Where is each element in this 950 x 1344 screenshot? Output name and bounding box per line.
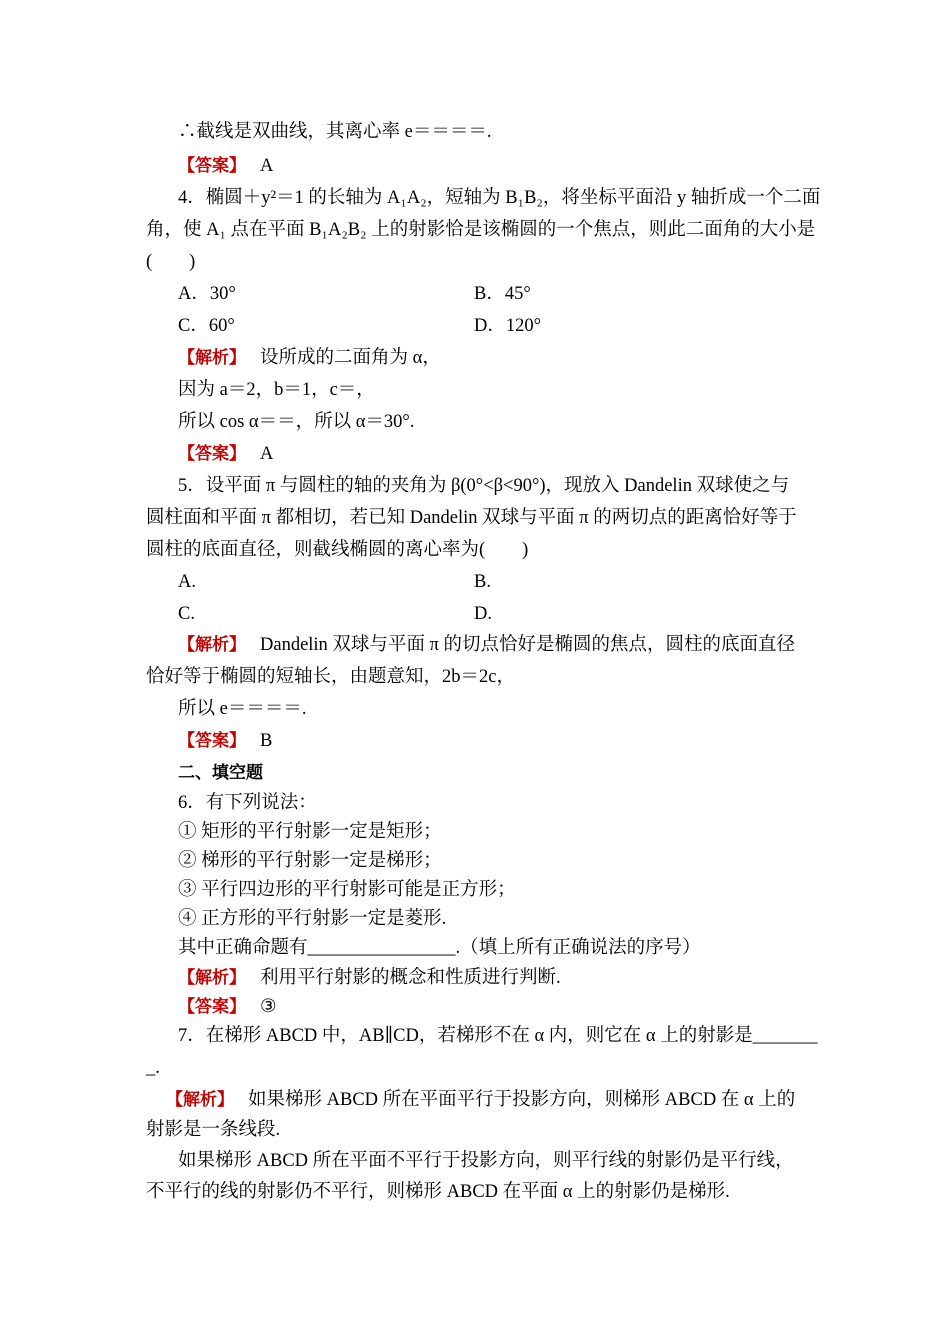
line-text: ① 矩形的平行射影一定是矩形；	[178, 822, 442, 842]
line-text: ( )	[146, 252, 196, 272]
question-6-line	[178, 936, 701, 960]
option-a: A.	[178, 572, 196, 592]
line-text: _.	[146, 1058, 160, 1078]
analysis-tag: 【解析】	[166, 1090, 234, 1110]
line-text: ③ 平行四边形的平行射影可能是正方形；	[178, 880, 516, 900]
line-text: 因为 a＝2，b＝1，c＝，	[178, 380, 375, 400]
list-item	[178, 849, 442, 873]
line-text: 利用平行射影的概念和性质进行判断.	[260, 968, 561, 988]
line-text: 所以 e＝＝＝＝.	[178, 699, 307, 719]
text-line	[178, 1149, 794, 1173]
question-5-line	[178, 474, 789, 498]
option-a: A．30°	[178, 284, 236, 304]
text-line	[178, 697, 306, 721]
answer-text: A	[260, 444, 274, 464]
answer-tag: 【答案】	[178, 997, 246, 1017]
analysis-tag: 【解析】	[178, 348, 246, 368]
question-7-line	[146, 1056, 160, 1080]
line-text: ② 梯形的平行射影一定是梯形；	[178, 851, 442, 871]
line-text: 5．设平面 π 与圆柱的轴的夹角为 β(0°<β<90°)，现放入 Dandelin 双球使之与	[178, 476, 790, 496]
option-c: C.	[178, 604, 195, 624]
option-c: C．60°	[178, 316, 235, 336]
question-5-line	[146, 538, 528, 562]
question-5-line	[146, 506, 797, 530]
line-text: 射影是一条线段.	[146, 1120, 281, 1140]
list-item	[178, 907, 446, 931]
fill-blank: _______	[752, 1026, 818, 1046]
text-line	[178, 378, 375, 402]
list-item	[178, 820, 442, 844]
answer-line	[178, 995, 277, 1019]
line-text: 角，使 A₁ 点在平面 B₁A₂B₂ 上的射影恰是该椭圆的一个焦点，则此二面角的大小是	[146, 220, 816, 240]
text-line	[146, 1118, 280, 1142]
line-text: .（填上所有正确说法的序号）	[455, 938, 701, 958]
question-4-line	[146, 250, 195, 274]
line-text: 4．椭圆＋y²＝1 的长轴为 A₁A₂，短轴为 B₁B₂，将坐标平面沿 y 轴折成一个二面	[178, 188, 821, 208]
option-d: D．120°	[474, 316, 542, 336]
line-text: 恰好等于椭圆的短轴长，由题意知，2b＝2c，	[146, 667, 515, 687]
text-line	[178, 120, 491, 144]
list-item	[178, 878, 516, 902]
answer-tag: 【答案】	[178, 156, 246, 176]
answer-tag: 【答案】	[178, 731, 246, 751]
line-text: 不平行的线的射影仍不平行，则梯形 ABCD 在平面 α 上的射影仍是梯形.	[146, 1182, 730, 1202]
line-text: 所以 cos α＝＝，所以 α＝30°.	[178, 412, 415, 432]
line-text: 圆柱的底面直径，则截线椭圆的离心率为( )	[146, 540, 529, 560]
line-text: 7．在梯形 ABCD 中，AB∥CD，若梯形不在 α 内，则它在 α 上的射影是	[178, 1026, 753, 1046]
question-4-line	[178, 186, 820, 210]
text-line	[146, 1180, 730, 1204]
text-line	[146, 665, 515, 689]
answer-line	[178, 154, 273, 178]
line-text: 设所成的二面角为 α，	[260, 348, 441, 368]
analysis-line	[178, 633, 795, 657]
answer-text: B	[260, 731, 273, 751]
line-text: 如果梯形 ABCD 所在平面平行于投影方向，则梯形 ABCD 在 α 上的	[248, 1090, 796, 1110]
section-heading	[178, 761, 263, 785]
analysis-tag: 【解析】	[178, 635, 246, 655]
line-text: Dandelin 双球与平面 π 的切点恰好是椭圆的焦点，圆柱的底面直径	[260, 635, 796, 655]
answer-line	[178, 729, 272, 753]
answer-tag: 【答案】	[178, 444, 246, 464]
line-text: 圆柱面和平面 π 都相切，若已知 Dandelin 双球与平面 π 的两切点的距离恰好等于	[146, 508, 797, 528]
analysis-line	[166, 1088, 795, 1112]
line-text: 6．有下列说法：	[178, 793, 317, 813]
text-line	[178, 410, 414, 434]
option-b: B.	[474, 572, 491, 592]
section-heading-text: 二、填空题	[178, 763, 263, 783]
line-text: 其中正确命题有	[178, 938, 308, 958]
fill-blank: ________________	[307, 938, 456, 958]
line-text: ④ 正方形的平行射影一定是菱形.	[178, 909, 447, 929]
answer-text: ③	[260, 997, 277, 1017]
line-text: 如果梯形 ABCD 所在平面不平行于投影方向，则平行线的射影仍是平行线，	[178, 1151, 794, 1171]
line-text: ∴截线是双曲线，其离心率 e＝＝＝＝.	[178, 122, 492, 142]
analysis-line	[178, 966, 561, 990]
option-b: B．45°	[474, 284, 531, 304]
question-7-line	[178, 1024, 817, 1048]
analysis-line	[178, 346, 441, 370]
question-6-line	[178, 791, 317, 815]
answer-text: A	[260, 156, 274, 176]
option-d: D.	[474, 604, 492, 624]
question-4-line	[146, 218, 815, 242]
answer-line	[178, 442, 273, 466]
analysis-tag: 【解析】	[178, 968, 246, 988]
